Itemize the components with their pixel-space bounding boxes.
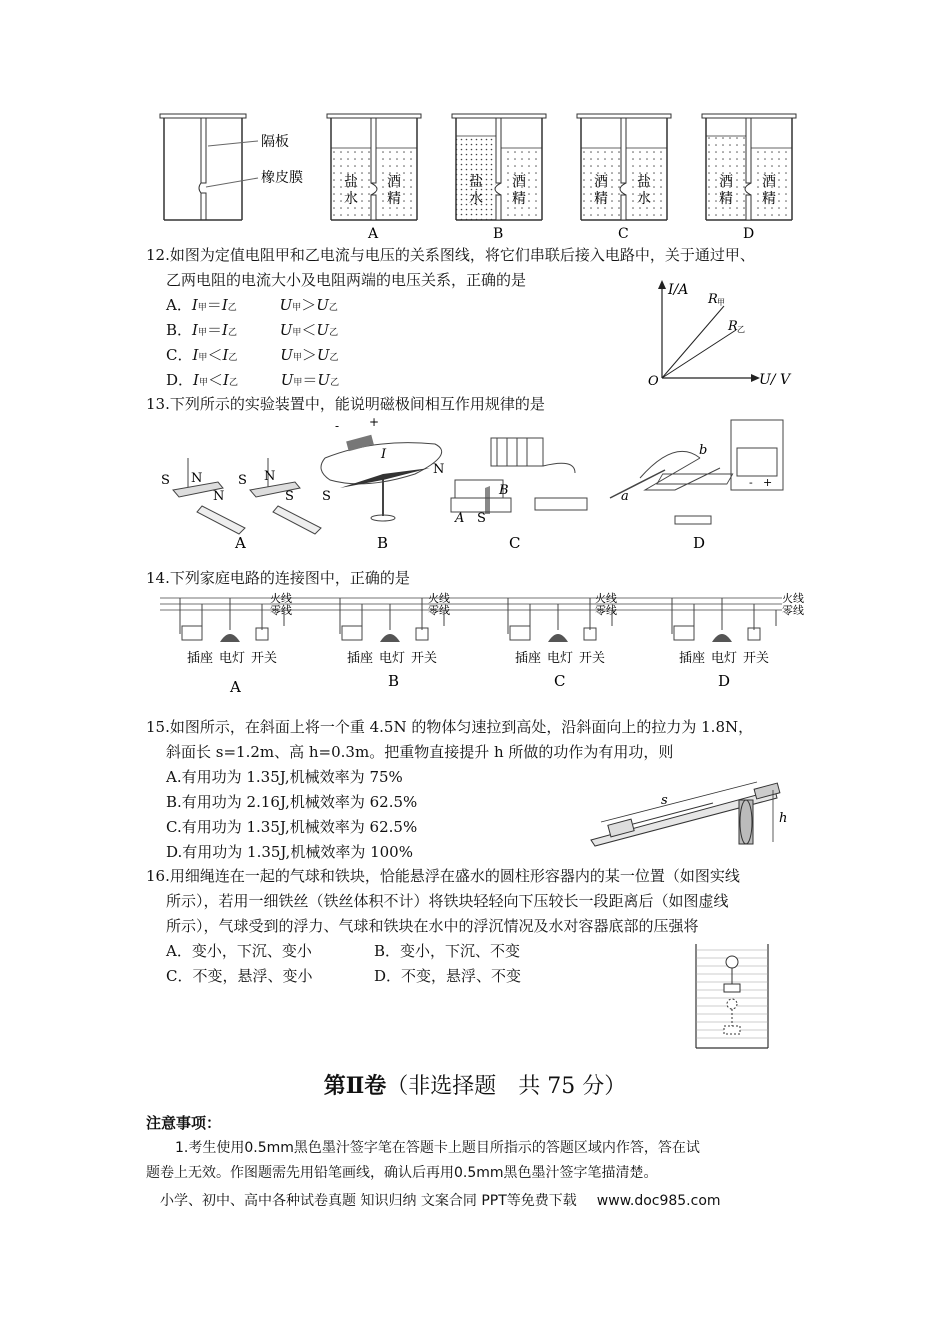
q12-iu-graph: [640, 278, 800, 390]
svg-text:水: 水: [344, 191, 358, 207]
part2-title-main: 第Ⅱ卷: [323, 1073, 387, 1099]
footer-url[interactable]: www.doc985.com: [596, 1193, 721, 1209]
reference-container: [160, 114, 258, 220]
q14-panel-d: [672, 598, 776, 690]
q16-option-d[interactable]: D．不变，悬浮、不变: [374, 967, 522, 985]
label-partition: 隔板: [261, 134, 289, 150]
option-letter: C: [509, 534, 521, 552]
q13-figure: [155, 418, 795, 554]
svg-text:-: -: [749, 476, 753, 489]
svg-text:b: b: [699, 443, 708, 458]
option-letter: C: [618, 226, 629, 240]
svg-text:精: 精: [387, 191, 401, 207]
svg-text:h: h: [779, 811, 788, 826]
svg-text:-: -: [335, 419, 340, 433]
svg-text:+: +: [369, 418, 380, 429]
q14-figure: [150, 590, 810, 698]
svg-text:盐: 盐: [637, 174, 651, 190]
notice-line2: 题卷上无效。作图题需先用铅笔画线，确认后再用0.5mm黑色墨汁签字笔描清楚。: [146, 1165, 658, 1181]
q14-panel-a: [180, 598, 284, 696]
q15-stem-line2: 斜面长 s=1.2m、高 h=0.3m。把重物直接提升 h 所做的功作为有用功，则: [166, 743, 674, 761]
q15-option-b[interactable]: B.有用功为 2.16J,机械效率为 62.5%: [166, 793, 418, 811]
option-letter: A: [230, 678, 241, 696]
svg-text:a: a: [621, 489, 629, 504]
svg-text:I: I: [381, 447, 387, 462]
svg-text:插座: 插座: [187, 651, 214, 666]
svg-text:火线: 火线: [428, 592, 450, 605]
svg-text:S: S: [238, 473, 247, 488]
svg-text:电灯: 电灯: [379, 651, 406, 666]
svg-text:零线: 零线: [270, 604, 292, 617]
svg-text:零线: 零线: [428, 604, 450, 617]
svg-text:酒: 酒: [762, 174, 776, 190]
svg-text:精: 精: [512, 191, 526, 207]
svg-text:盐: 盐: [469, 174, 483, 190]
q16-stem-line1: 16.用细绳连在一起的气球和铁块，恰能悬浮在盛水的圆柱形容器内的某一位置（如图实线: [146, 867, 740, 885]
q13-stem: 13.下列所示的实验装置中，能说明磁极间相互作用规律的是: [146, 395, 545, 413]
x-axis-label: U/ V: [759, 372, 791, 388]
q13-option-d-figure: [610, 420, 783, 552]
option-letter: A: [235, 534, 246, 552]
r-jia-label: R: [708, 292, 718, 307]
q15-option-a[interactable]: A.有用功为 1.35J,机械效率为 75%: [166, 768, 403, 786]
r-yi-label: R: [728, 319, 738, 334]
container-option-a: [327, 114, 421, 240]
q14-stem: 14.下列家庭电路的连接图中，正确的是: [146, 569, 410, 587]
q12-option-c[interactable]: C．I甲＜I乙 U甲＞U乙: [166, 346, 339, 364]
svg-text:精: 精: [594, 191, 608, 207]
q15-option-d[interactable]: D.有用功为 1.35J,机械效率为 100%: [166, 843, 413, 861]
footer-text: 小学、初中、高中各种试卷真题 知识归纳 文案合同 PPT等免费下载 www.doc985.com: [160, 1193, 721, 1209]
svg-text:乙: 乙: [737, 325, 745, 334]
svg-text:零线: 零线: [595, 604, 617, 617]
svg-text:插座: 插座: [347, 651, 374, 666]
q13-option-c-figure: [451, 438, 587, 552]
svg-text:火线: 火线: [595, 592, 617, 605]
svg-text:N: N: [433, 462, 445, 477]
container-option-c: [577, 114, 671, 240]
q16-stem-line2: 所示），若用一细铁丝（铁丝体积不计）将铁块轻轻向下压较长一段距离后（如图虚线: [166, 892, 729, 910]
svg-text:S: S: [477, 511, 486, 526]
notice-line1: 1.考生使用0.5mm黑色墨汁签字笔在答题卡上题目所指示的答题区域内作答，答在试: [175, 1140, 700, 1156]
svg-text:零线: 零线: [782, 604, 804, 617]
label-membrane: 橡皮膜: [261, 170, 303, 186]
svg-text:开关: 开关: [411, 651, 438, 666]
q12-stem-line2: 乙两电阻的电流大小及电阻两端的电压关系，正确的是: [166, 271, 527, 289]
option-letter: A: [368, 226, 379, 240]
svg-text:开关: 开关: [743, 651, 770, 666]
svg-text:火线: 火线: [782, 592, 804, 605]
part2-title: [0, 1070, 950, 1103]
svg-text:S: S: [285, 489, 294, 504]
svg-text:N: N: [213, 489, 225, 504]
svg-text:电灯: 电灯: [711, 651, 738, 666]
svg-text:酒: 酒: [512, 174, 526, 190]
svg-text:B: B: [499, 483, 509, 498]
part2-title-sub: （非选择题 共 75 分）: [386, 1074, 627, 1099]
svg-text:火线: 火线: [270, 592, 292, 605]
q16-container-figure: [690, 940, 780, 1052]
q13-option-b-figure: [321, 418, 444, 552]
container-option-b: [452, 114, 546, 240]
svg-text:酒: 酒: [594, 174, 608, 190]
q12-stem-line1: 12.如图为定值电阻甲和乙电流与电压的关系图线，将它们串联后接入电路中，关于通过甲、: [146, 246, 755, 264]
q16-option-b[interactable]: B．变小，下沉、不变: [374, 942, 521, 960]
q16-option-a[interactable]: A．变小，下沉、变小: [166, 942, 312, 960]
option-letter: B: [388, 672, 400, 690]
option-letter: C: [554, 672, 566, 690]
svg-text:+: +: [763, 476, 773, 489]
svg-text:S: S: [161, 473, 170, 488]
svg-text:精: 精: [762, 191, 776, 207]
svg-text:开关: 开关: [579, 651, 606, 666]
q11-figure: [150, 108, 800, 240]
q15-stem-line1: 15.如图所示，在斜面上将一个重 4.5N 的物体匀速拉到高处，沿斜面向上的拉力为 1.8N，: [146, 718, 754, 736]
q12-option-d[interactable]: D．I甲＜I乙 U甲＝U乙: [166, 371, 340, 389]
option-letter: D: [743, 226, 755, 240]
svg-text:水: 水: [469, 191, 483, 207]
svg-text:精: 精: [719, 191, 733, 207]
origin-label: O: [648, 374, 659, 389]
q15-incline-figure: [585, 770, 800, 850]
option-letter: D: [718, 672, 731, 690]
svg-text:酒: 酒: [719, 174, 733, 190]
q16-stem-line3: 所示），气球受到的浮力、气球和铁块在水中的浮沉情况及水对容器底部的压强将: [166, 917, 699, 935]
option-letter: B: [493, 226, 504, 240]
svg-text:甲: 甲: [717, 298, 725, 307]
svg-text:水: 水: [637, 191, 651, 207]
svg-text:电灯: 电灯: [547, 651, 574, 666]
svg-text:插座: 插座: [679, 651, 706, 666]
svg-text:开关: 开关: [251, 651, 278, 666]
svg-text:盐: 盐: [344, 174, 358, 190]
q13-option-a-figure: [161, 458, 321, 552]
q15-option-c[interactable]: C.有用功为 1.35J,机械效率为 62.5%: [166, 818, 418, 836]
option-letter: D: [693, 534, 706, 552]
notice-heading: 注意事项：: [146, 1114, 222, 1132]
y-axis-label: I/A: [668, 282, 689, 298]
q12-option-b[interactable]: B．I甲＝I乙 U甲＜U乙: [166, 321, 339, 339]
svg-text:N: N: [191, 471, 203, 486]
option-letter: B: [377, 534, 389, 552]
container-option-d: [702, 114, 796, 240]
svg-text:A: A: [455, 511, 465, 526]
svg-text:S: S: [322, 489, 331, 504]
svg-text:电灯: 电灯: [219, 651, 246, 666]
q16-option-c[interactable]: C．不变，悬浮、变小: [166, 967, 313, 985]
q12-option-a[interactable]: A．I甲＝I乙 U甲＞U乙: [166, 296, 338, 314]
svg-text:酒: 酒: [387, 174, 401, 190]
svg-text:插座: 插座: [515, 651, 542, 666]
svg-text:N: N: [264, 469, 276, 484]
svg-text:s: s: [661, 793, 668, 808]
